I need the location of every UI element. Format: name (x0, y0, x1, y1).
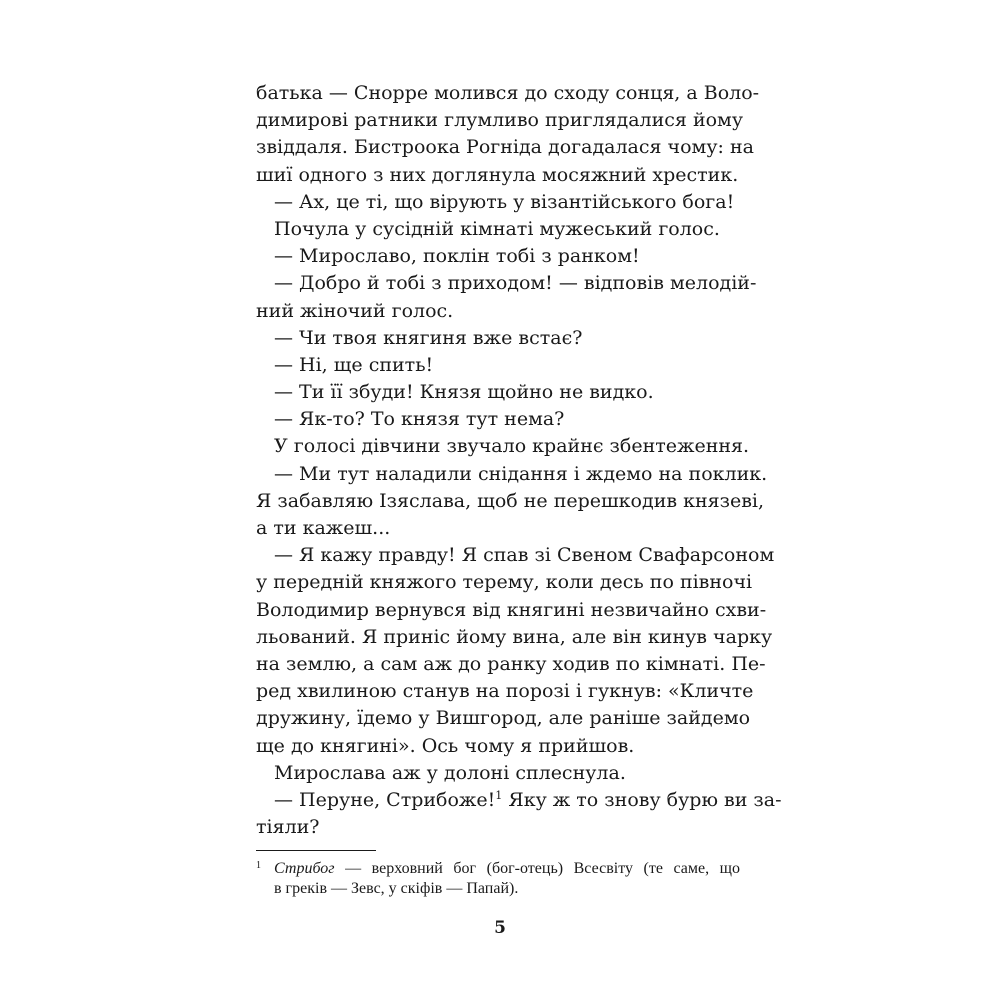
text-segment: — Перуне, Стрибоже! (274, 788, 496, 811)
text-line: — Ах, це ті, що вірують у візантійського бога! (274, 190, 735, 213)
footnote-line: в греків — Зевс, у скіфів — Папай). (274, 880, 519, 897)
text-line: батька — Снорре молився до сходу сонця, а Воло- (256, 82, 760, 104)
text-line: — Добро й тобі з приходом! — відповів мелодій- (274, 272, 757, 295)
text-line: шиї одного з них доглянула мосяжний хрестик. (256, 163, 739, 186)
text-segment: Яку ж то знову бурю ви за- (508, 788, 782, 811)
text-line-with-footnote (256, 787, 782, 814)
text-line: Мирослава аж у долоні сплеснула. (274, 761, 626, 784)
text-line: Почула у сусідній кімнаті мужеський голос. (274, 217, 720, 240)
text-line: — Я кажу правду! Я спав зі Свеном Свафарсоном (274, 544, 775, 567)
text-line: ний жіночий голос. (256, 299, 454, 322)
footnote (256, 854, 740, 900)
footnote-reference: 1 (495, 788, 503, 802)
text-line: Володимир вернувся від княгині незвичайно схви- (256, 598, 767, 621)
text-line: — Ти її збуди! Князя щойно не видко. (274, 381, 654, 404)
footnote-divider (256, 850, 376, 851)
text-line: Я забавляю Ізяслава, щоб не перешкодив князеві, (256, 489, 765, 512)
text-line: У голосі дівчини звучало крайнє збентеження. (274, 435, 750, 458)
text-line: — Мирославо, поклін тобі з ранком! (274, 245, 640, 268)
page-number: 5 (494, 918, 506, 938)
text-line: дружину, їдемо у Вишгород, але раніше зайдемо (256, 707, 751, 730)
footnote-term: Стрибог (274, 860, 335, 877)
text-line: — Ми тут наладили снідання і ждемо на поклик. (274, 462, 768, 485)
text-line: — Чи твоя княгиня вже встає? (274, 326, 583, 349)
text-line: ще до княгині». Ось чому я прийшов. (256, 734, 635, 757)
text-line: — Як-то? То князя тут нема? (274, 408, 565, 431)
text-line: льований. Я приніс йому вина, але він кинув чарку (256, 625, 773, 648)
text-line: ред хвилиною станув на порозі і гукнув: «Кличте (256, 680, 754, 703)
text-line: а ти кажеш... (256, 517, 391, 539)
text-line: димирові ратники глумливо приглядалися йому (256, 109, 744, 132)
text-line: на землю, а сам аж до ранку ходив по кімнаті. Пе- (256, 652, 766, 675)
text-line: тіяли? (256, 816, 320, 839)
body-text (256, 80, 782, 841)
text-line: звіддаля. Бистроока Рогніда догадалася чому: на (256, 136, 754, 159)
text-line: — Ні, ще спить! (274, 353, 434, 376)
footnote-line (256, 854, 740, 877)
footnote-number: 1 (256, 860, 261, 871)
footnote-text: — верховний бог (бог-отець) Всесвіту (те саме, що (334, 860, 740, 877)
text-line: у передній княжого терему, коли десь по півночі (256, 571, 753, 594)
